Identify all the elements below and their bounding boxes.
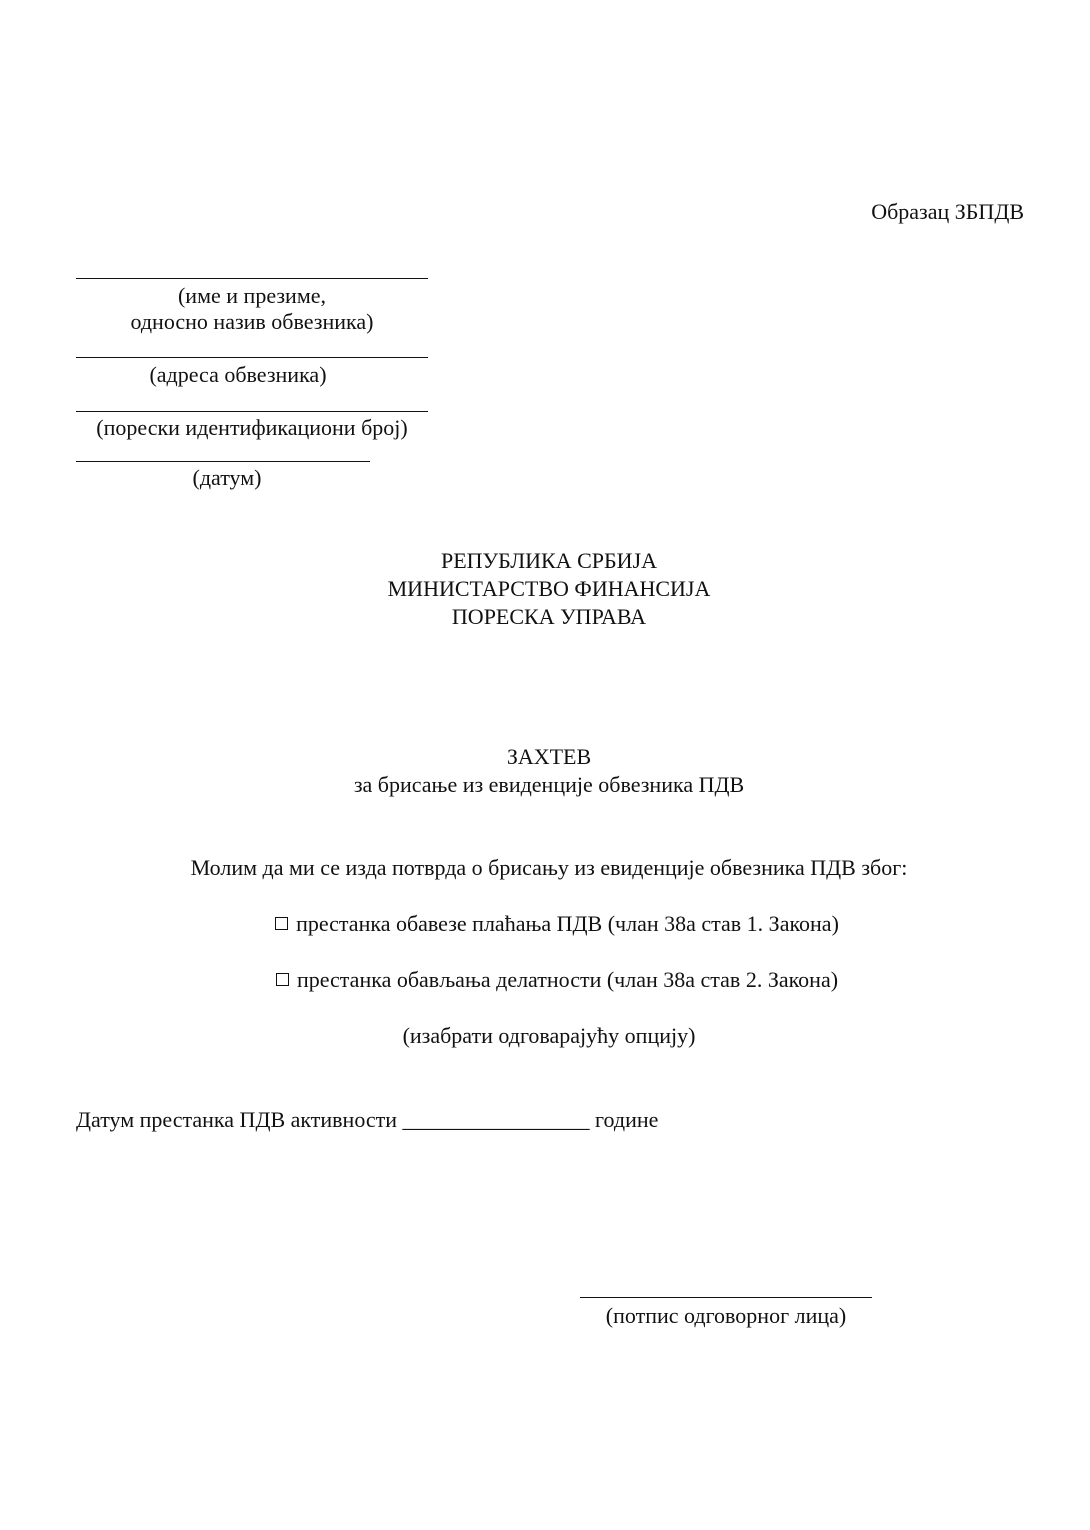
authority-office: ПОРЕСКА УПРАВА (451, 604, 647, 629)
authority-country: РЕПУБЛИКА СРБИЈА (441, 548, 657, 573)
date-field-line[interactable] (76, 461, 370, 462)
option-1-checkbox[interactable] (275, 917, 288, 930)
tax-id-field-line[interactable] (76, 411, 428, 412)
option-2-checkbox[interactable] (276, 973, 289, 986)
end-date-suffix: године (595, 1107, 659, 1132)
option-row-1[interactable] (0, 911, 1090, 937)
option-row-2[interactable] (0, 967, 1090, 993)
authority-block (0, 547, 1090, 631)
option-1-label: престанка обавезе плаћања ПДВ (члан 38а став 1. Закона) (296, 911, 839, 936)
address-field-label: (адреса обвезника) (149, 362, 327, 387)
option-2-label: престанка обављања делатности (члан 38а став 2. Закона) (296, 967, 839, 992)
document-title (0, 743, 1090, 799)
option-hint: (изабрати одговарајућу опцију) (402, 1023, 696, 1048)
form-code: Образац ЗБПДВ (871, 199, 1024, 224)
authority-ministry: МИНИСТАРСТВО ФИНАНСИЈА (387, 576, 711, 601)
tax-id-field-label: (порески идентификациони број) (96, 415, 408, 440)
name-field-label: (име и презиме, односно назив обвезника) (130, 283, 374, 334)
address-field-line[interactable] (76, 357, 428, 358)
signature-label: (потпис одговорног лица) (605, 1303, 847, 1328)
date-field-label: (датум) (192, 465, 262, 490)
title-subtitle: за брисање из евиденције обвезника ПДВ (353, 772, 745, 797)
name-field-line[interactable] (76, 278, 428, 279)
end-date-label: Датум престанка ПДВ активности (76, 1107, 398, 1132)
title-main: ЗАХТЕВ (506, 744, 592, 769)
signature-line[interactable] (580, 1297, 872, 1298)
request-text: Молим да ми се изда потврда о брисању из евиденције обвезника ПДВ због: (190, 855, 908, 880)
end-date-input[interactable]: _________________ (402, 1107, 590, 1132)
end-date-row (76, 1107, 658, 1133)
